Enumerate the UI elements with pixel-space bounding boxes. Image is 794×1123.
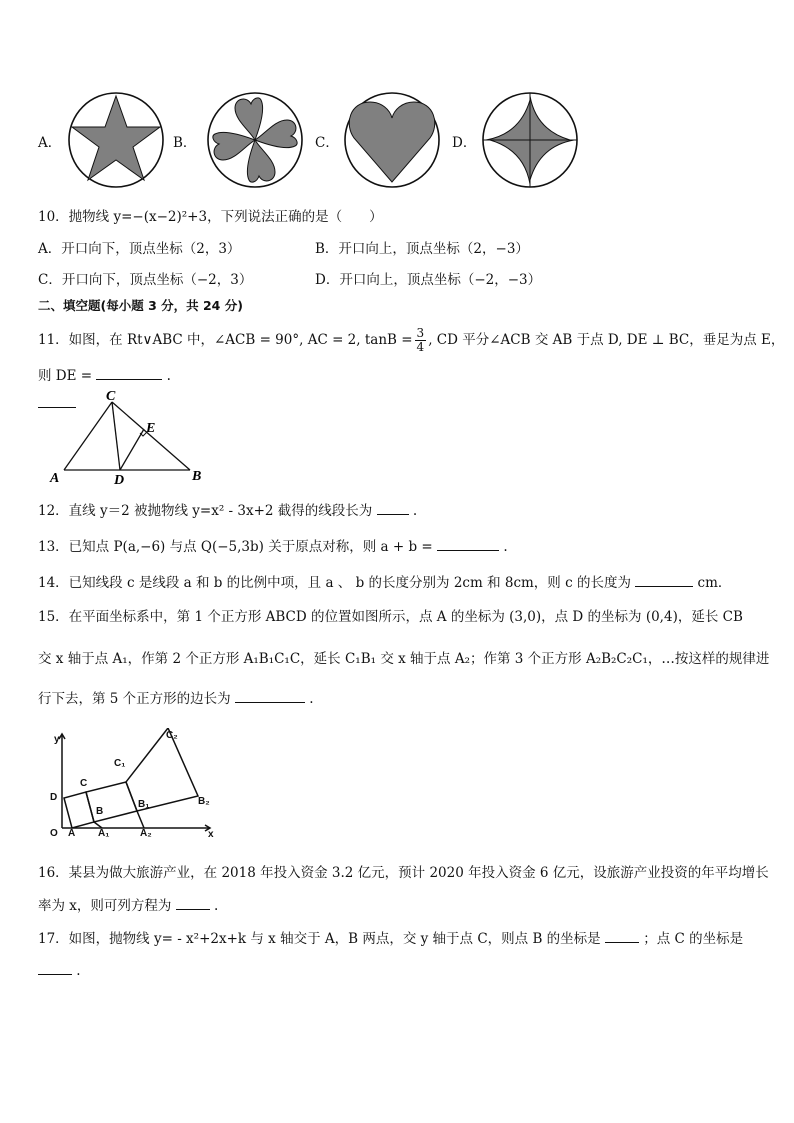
- q12-line: [38, 500, 417, 520]
- q15-label-y: y: [54, 734, 60, 745]
- q15-label-a: A: [68, 828, 76, 839]
- q14-text-end: cm．: [697, 575, 732, 591]
- q17-answer-blank-b[interactable]: [605, 928, 639, 943]
- q13-answer-blank[interactable]: [437, 536, 499, 551]
- q12-text: 12．直线 y＝2 被抛物线 y=x² - 3x+2 截得的线段长为: [38, 503, 373, 519]
- q11-answer-blank[interactable]: [96, 365, 162, 380]
- q15-label-c1: C₁: [114, 758, 126, 769]
- q15-text-end: .: [309, 691, 314, 707]
- q15-answer-blank[interactable]: [235, 688, 305, 703]
- q11-label-a: A: [50, 471, 60, 486]
- q13-text-end: .: [503, 539, 508, 555]
- q13-text: 13．已知点 P(a,−6) 与点 Q(−5,3b) 关于原点对称，则 a + b =: [38, 539, 433, 555]
- q15-line2: 交 x 轴于点 A₁，作第 2 个正方形 A₁B₁C₁C，延长 C₁B₁ 交 x 轴于点 A₂；作第 3 个正方形 A₂B₂C₂C₁，…按这样的规律进: [38, 651, 770, 667]
- section-heading: 二、填空题(每小题 3 分，共 24 分): [38, 298, 243, 313]
- q15-label-c2: C₂: [166, 730, 178, 741]
- q10-option-a: A．开口向下，顶点坐标（2，3）: [38, 241, 241, 257]
- q10-stem: 10．抛物线 y=−(x−2)²+3，下列说法正确的是（ ）: [38, 209, 383, 225]
- option-c-label: C．: [315, 135, 339, 151]
- q10-option-b: B．开口向上，顶点坐标（2，−3）: [315, 241, 529, 257]
- q14-text: 14．已知线段 c 是线段 a 和 b 的比例中项，且 a 、 b 的长度分别为 2cm 和 8cm，则 c 的长度为: [38, 575, 631, 591]
- q11-label-b: B: [192, 469, 202, 484]
- q17-answer-blank-c[interactable]: [38, 960, 72, 975]
- q11-text-part1: 11．如图，在 Rt∨ABC 中，∠ACB = 90°, AC = 2, tanB =: [38, 332, 413, 348]
- option-d-label: D．: [452, 135, 477, 151]
- q12-text-end: .: [412, 503, 418, 519]
- four-hearts-in-circle-icon: [205, 90, 305, 190]
- q16-answer-blank[interactable]: [176, 895, 210, 910]
- q11-text-part4: .: [166, 368, 171, 384]
- q17-text-part1: 17．如图，抛物线 y= - x²+2x+k 与 x 轴交于 A，B 两点，交 y 轴于点 C，则点 B 的坐标是: [38, 931, 601, 947]
- q15-line3: [38, 688, 314, 708]
- star-in-circle-icon: [66, 90, 166, 190]
- pinwheel-in-circle-icon: [480, 90, 580, 190]
- q15-label-a2: A₂: [140, 828, 152, 839]
- q15-line1: 15．在平面坐标系中，第 1 个正方形 ABCD 的位置如图所示，点 A 的坐标为 (3,0)，点 D 的坐标为 (0,4)，延长 CB: [38, 609, 743, 625]
- q10-option-c: C．开口向下，顶点坐标（−2，3）: [38, 272, 253, 288]
- q11-text-part2: , CD 平分∠ACB 交 AB 于点 D, DE ⊥ BC，垂足为点 E，: [428, 332, 785, 348]
- q11-label-c: C: [106, 389, 116, 404]
- q15-label-x: x: [208, 829, 214, 840]
- q10-option-d: D．开口向上，顶点坐标（−2，−3）: [315, 272, 542, 288]
- q11-fraction-numerator: 3: [416, 326, 425, 340]
- option-b-label: B．: [173, 135, 197, 151]
- q11-label-d: D: [114, 473, 125, 486]
- q17-text-mid: ；点 C 的坐标是: [643, 931, 744, 947]
- q15-squares-figure: [40, 728, 220, 840]
- q11-triangle-figure: [40, 388, 210, 486]
- heart-in-circle-icon: [342, 90, 442, 190]
- q14-answer-blank[interactable]: [635, 572, 693, 587]
- q15-text-part3: 行下去，第 5 个正方形的边长为: [38, 691, 231, 707]
- q15-label-b2: B₂: [198, 796, 210, 807]
- q11-line2: [38, 365, 171, 385]
- q13-line: [38, 536, 508, 556]
- option-a-label: A．: [38, 135, 62, 151]
- q16-line1: 16．某县为做大旅游产业，在 2018 年投入资金 3.2 亿元，预计 2020 年投入资金 6 亿元，设旅游产业投资的年平均增长: [38, 865, 769, 881]
- q15-label-o: O: [50, 828, 58, 839]
- q11-label-e: E: [146, 421, 156, 436]
- q11-text-part3: 则 DE =: [38, 368, 93, 384]
- q11-line1: [38, 327, 784, 354]
- q17-line1: [38, 928, 743, 948]
- q16-text-part2: 率为 x，则可列方程为: [38, 898, 172, 914]
- q17-line2: [38, 960, 81, 980]
- q16-line2: [38, 895, 218, 915]
- q15-label-d: D: [50, 792, 58, 803]
- q15-label-b1: B₁: [138, 799, 150, 810]
- q15-label-a1: A₁: [98, 828, 110, 839]
- q16-text-end: .: [214, 898, 219, 914]
- q17-text-end: .: [76, 963, 81, 979]
- q15-label-c: C: [80, 778, 88, 789]
- q12-answer-blank[interactable]: [377, 500, 409, 515]
- q11-fraction: [415, 327, 427, 354]
- q15-label-b: B: [96, 806, 104, 817]
- q11-fraction-denominator: 4: [416, 340, 425, 354]
- q14-line: [38, 572, 731, 592]
